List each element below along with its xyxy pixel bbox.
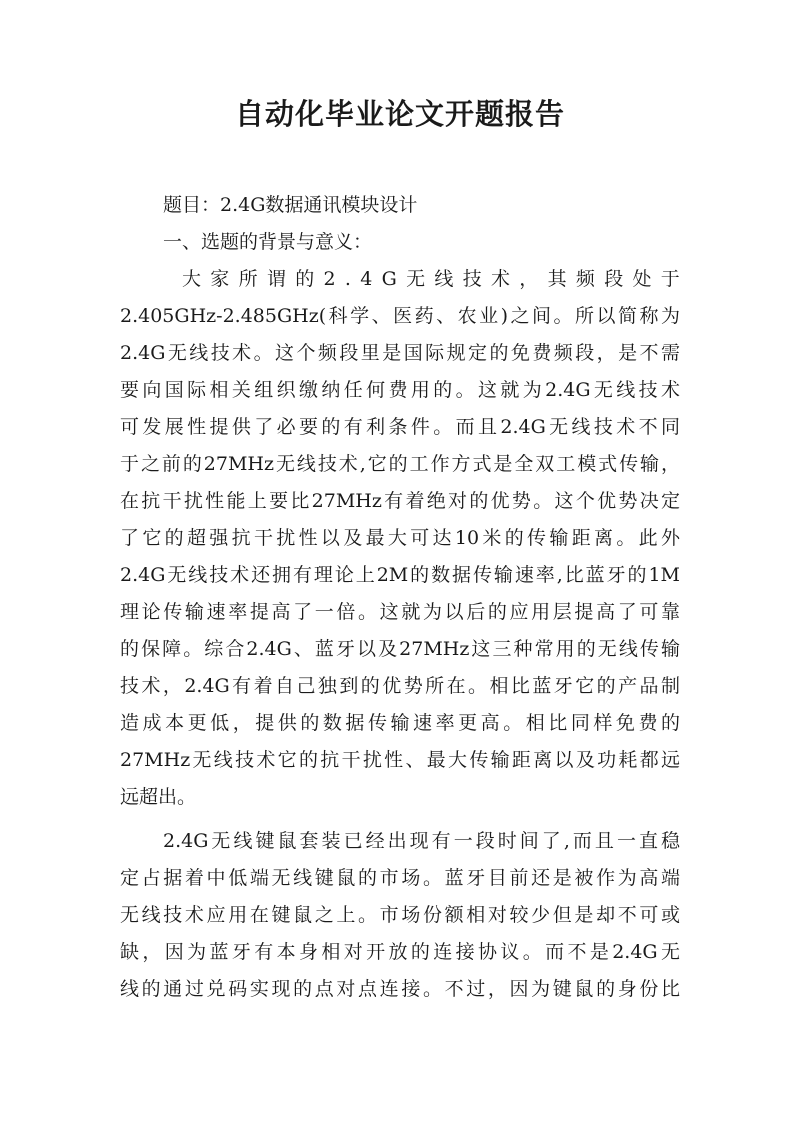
paragraph-line: 造成本更低，提供的数据传输速率更高。相比同样免费的 [120,712,680,734]
paragraph-line: 27MHz无线技术它的抗干扰性、最大传输距离以及功耗都远 [120,749,680,771]
paragraph-line: 了它的超强抗干扰性以及最大可达10米的传输距离。此外 [120,527,680,549]
paragraph-line: 可发展性提供了必要的有利条件。而且2.4G无线技术不同 [120,416,680,438]
document-title: 自动化毕业论文开题报告 [234,97,565,131]
paragraph-line: 大家所谓的2.4G无线技术，其频段处于 [182,268,690,290]
paragraph-line: 2.4G无线键鼠套装已经出现有一段时间了,而且一直稳 [163,830,680,852]
section-heading: 一、选题的背景与意义： [163,231,373,253]
paragraph-line: 远超出。 [120,786,197,808]
paragraph-line: 无线技术应用在键鼠之上。市场份额相对较少但是却不可或 [120,904,680,926]
paragraph-line: 要向国际相关组织缴纳任何费用的。这就为2.4G无线技术 [120,379,680,401]
paragraph-line: 2.405GHz-2.485GHz(科学、医药、农业)之间。所以简称为 [120,305,680,327]
paragraph-line: 定占据着中低端无线键鼠的市场。蓝牙目前还是被作为高端 [120,867,680,889]
paragraph-line: 在抗干扰性能上要比27MHz有着绝对的优势。这个优势决定 [120,490,680,512]
paragraph-line: 于之前的27MHz无线技术,它的工作方式是全双工模式传输， [120,453,680,475]
paragraph-line: 的保障。综合2.4G、蓝牙以及27MHz这三种常用的无线传输 [120,638,680,660]
paragraph-line: 2.4G无线技术还拥有理论上2M的数据传输速率,比蓝牙的1M [120,564,680,586]
paragraph-line: 缺，因为蓝牙有本身相对开放的连接协议。而不是2.4G无 [120,941,680,963]
paragraph-line: 技术，2.4G有着自己独到的优势所在。相比蓝牙它的产品制 [120,675,680,697]
paragraph-line: 2.4G无线技术。这个频段里是国际规定的免费频段，是不需 [120,342,680,364]
paragraph-line: 线的通过兑码实现的点对点连接。不过，因为键鼠的身份比 [120,978,680,1000]
subject-line: 题目：2.4G数据通讯模块设计 [163,194,418,216]
paragraph-line: 理论传输速率提高了一倍。这就为以后的应用层提高了可靠 [120,601,680,623]
